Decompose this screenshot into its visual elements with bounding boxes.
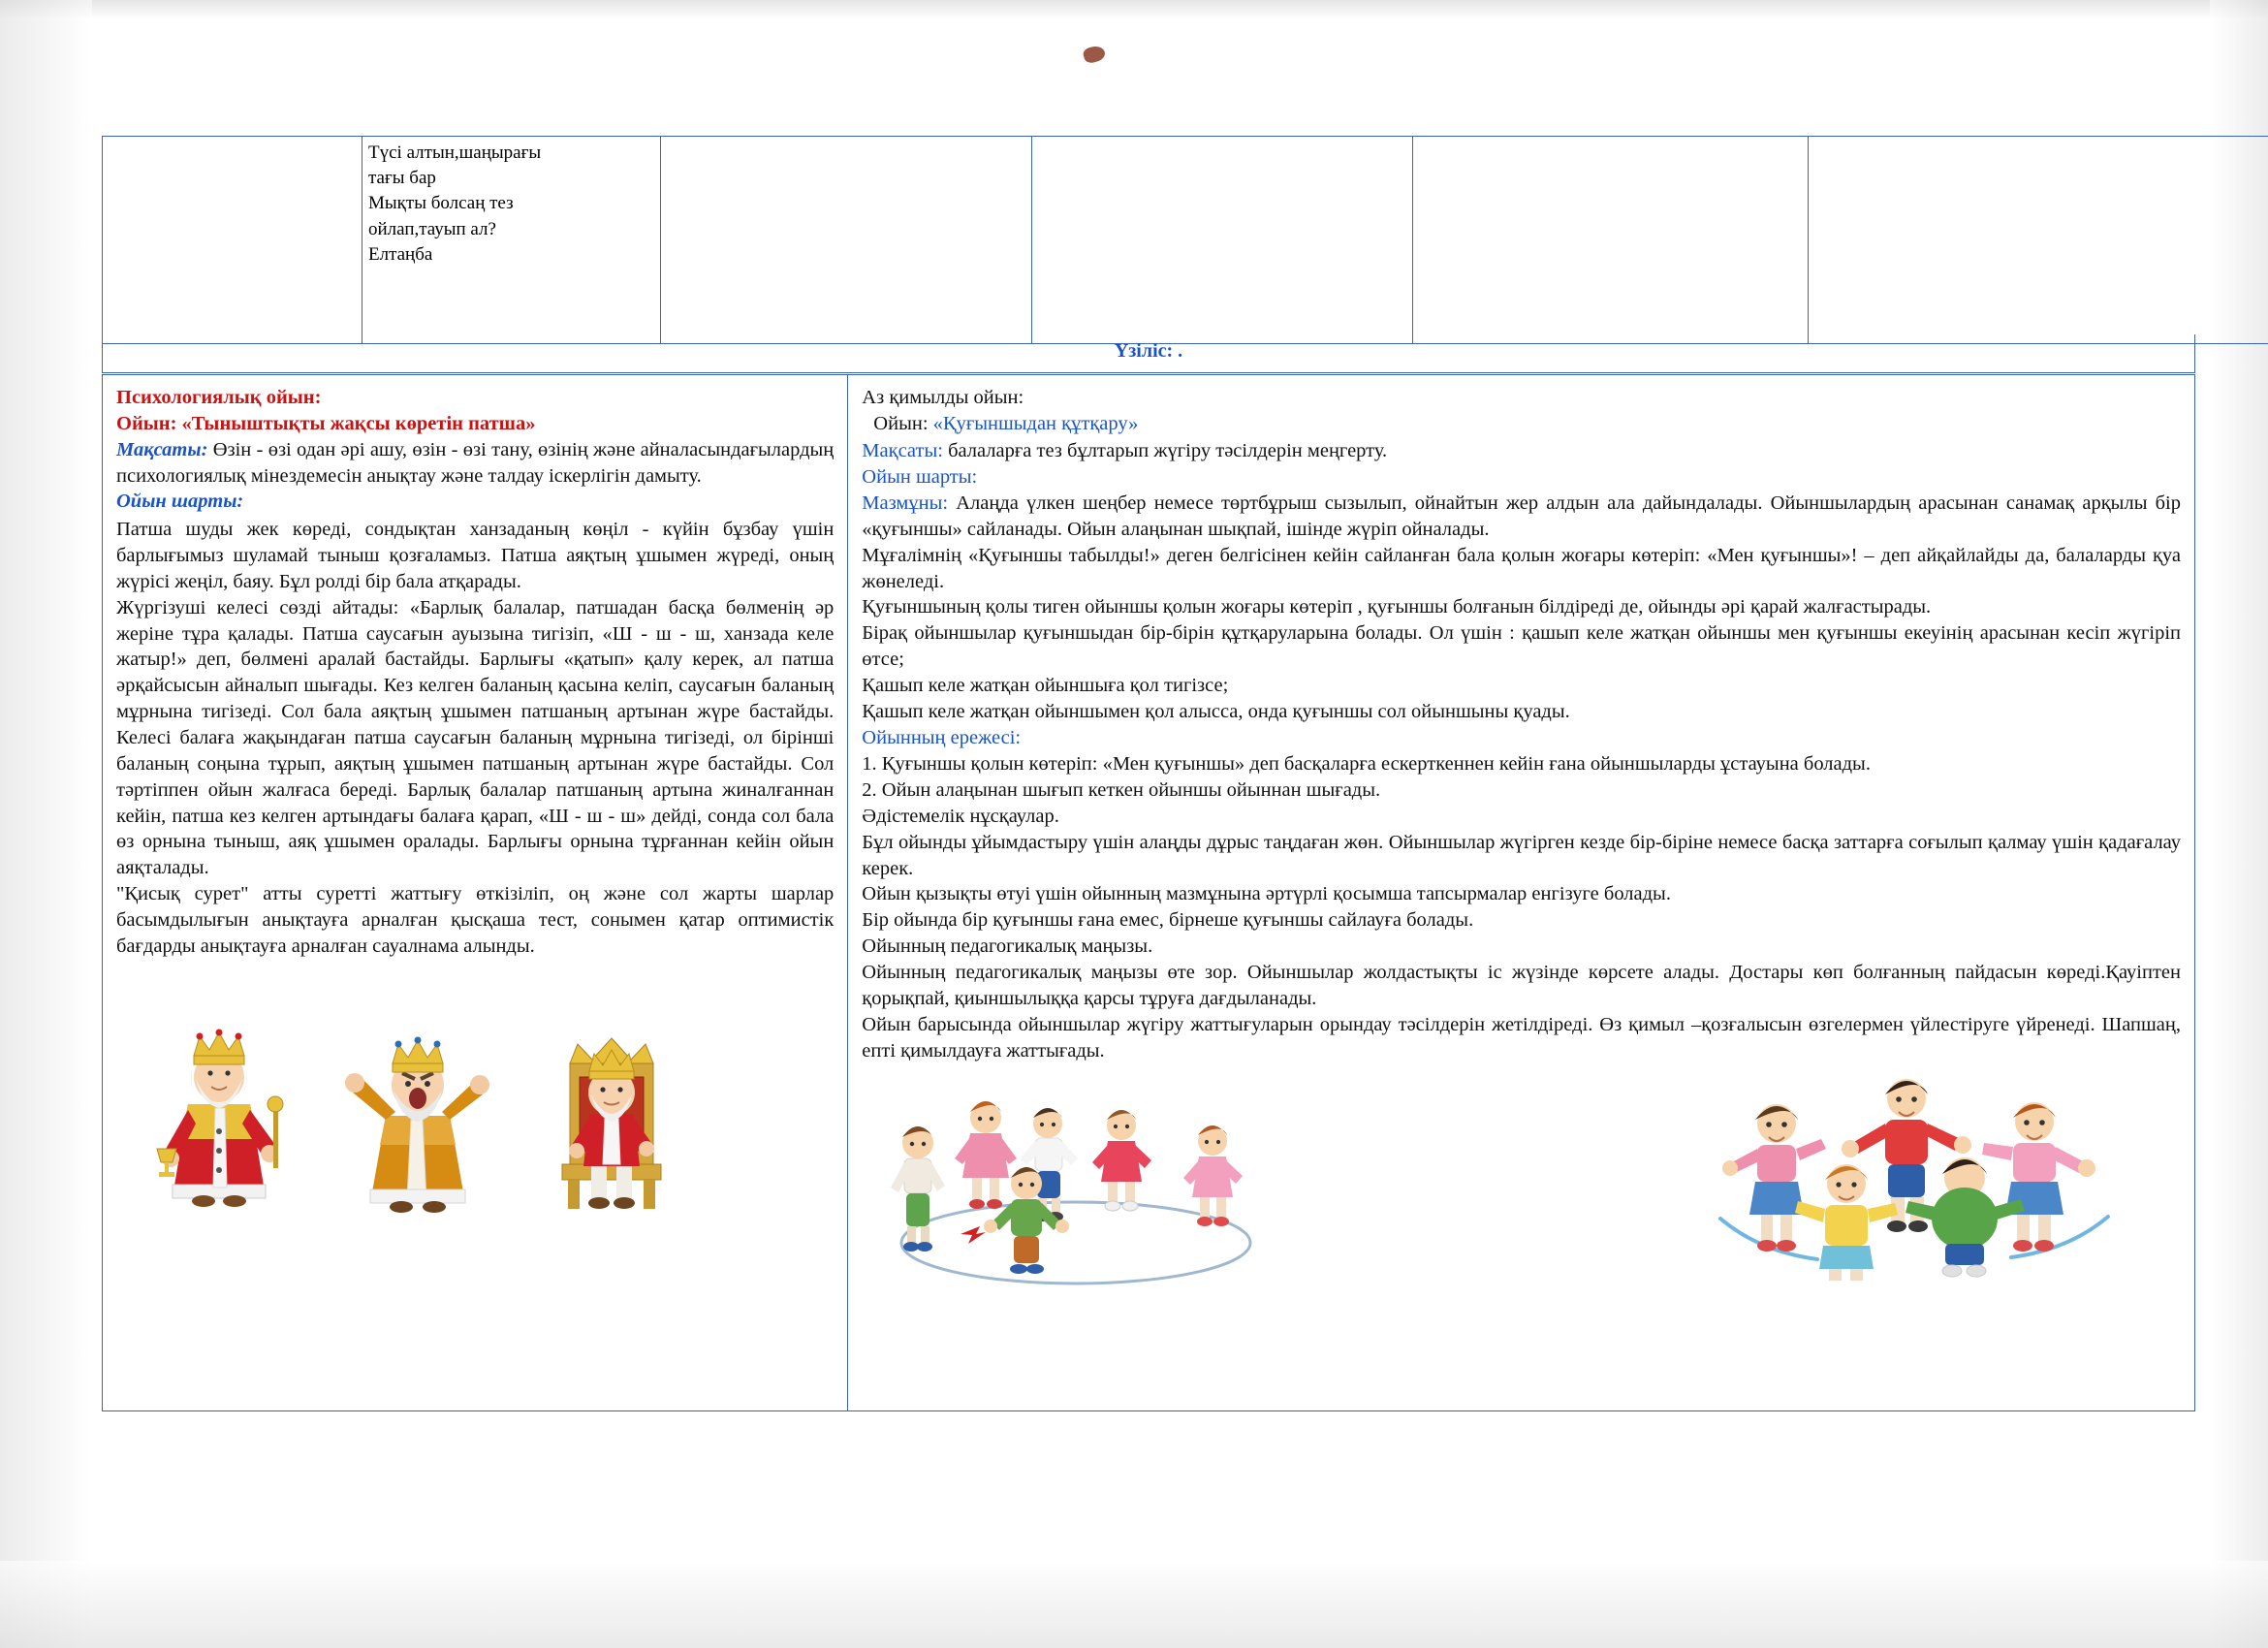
left-game-label: Ойын: [116,412,177,434]
right-aim-text: балаларға тез бұлтарып жүгіру тәсілдерін меңгерту. [942,439,1388,461]
main-content-table [102,374,2195,1411]
left-game-name: «Тыныштықты жақсы көретін патша» [181,412,536,434]
right-column [848,375,2194,1410]
scan-speck [1082,44,1107,64]
break-label: Үзіліс: . [1114,340,1183,362]
table-cell-empty-3 [1032,137,1413,344]
left-game-line [116,411,834,437]
top-table [102,136,2268,344]
right-aim-line [862,438,2181,464]
right-method-paragraph-1: Бұл ойынды ұйымдастыру үшін алаңды дұрыс таңдаған жөн. Ойыншылар жүгірген кезде бір-біріне немесе басқа заттарға соғылып қалмау үшін қадағалау керек. [862,831,2181,879]
table-cell-riddle [362,137,661,344]
king-with-crown-figure [132,1015,306,1209]
children-holding-hands-figure [1701,1054,2127,1286]
left-illustration-group [122,1015,665,1209]
children-playing-circle-figure [867,1054,1294,1296]
right-aim-label: Мақсаты: [862,439,943,461]
riddle-line-5: Елтаңба [368,243,433,265]
right-paragraph-4: Қашып келе жатқан ойыншыға қол тигізсе; [862,674,1229,696]
table-row [103,137,2268,344]
child-figure [1982,1102,2095,1252]
right-method-paragraph-5: Ойынның педагогикалық маңызы өте зор. Ойыншылар жолдастықты іс жүзінде көрсете алады. Достары көп болғанның пайдасын көреді.Қауіптен қорықпай, қиыншылыққа қарсы тұруға дағдыланады. [862,962,2181,1009]
left-column [103,375,848,1410]
king-on-throne-figure [520,1021,704,1215]
riddle-line-3: Мықты болсаң тез [368,193,514,214]
riddle-line-2: тағы бар [368,168,436,189]
right-paragraph-5: Қашып келе жатқан ойыншымен қол алысса, онда қуғыншы сол ойыншыны қуады. [862,700,1570,722]
left-aim-line [116,437,834,490]
child-figure [1092,1110,1151,1211]
right-rule-1: 1. Қуғыншы қолын көтеріп: «Мен қуғыншы» деп басқаларға ескерткеннен кейін ғана ойыншыларды ұстауына болады. [862,752,1871,775]
shouting-king-figure [326,1023,510,1217]
right-method-paragraph-2: Ойын қызықты өтуі үшін ойынның мазмұнына әртүрлі қосымша тапсырмалар енгізуге болады. [862,883,1671,905]
left-paragraph-1: Патша шуды жек көреді, сондықтан ханзаданың көңіл - күйін бұзбау үшін барлығымыз шуламай тыныш қозғаламыз. Патша аяқтың ұшымен жүреді, оның жүрісі жеңіл, баяу. Бұл ролді бір бала атқарады. [116,519,835,592]
left-paragraph-2: Жүргізуші келесі сөзді айтады: «Барлық балалар, патшадан басқа бөлменің әр жеріне тұра қалады. Патша саусағын ауызына тигізіп, «Ш - ш - ш, ханзада келе жатыр!» деп, бөлмені аралай бастайды. Барлығы «қатып» қалу керек, ал патша әрқайсысын айналып шығады. Кез келген баланың қасына келіп, саусағын баланың мұрнына тигізеді. Сол бала аяқтың ұшымен патшаның артынан жүре бастайды. Келесі балаға жақындаған патша саусағын баланың мұрнына тигізеді, ол бірінші баланың соңына тұрып, аяқтың ұшымен патшаның артынан жүре бастайды. Сол тәртіппен ойын жалғаса береді. Барлық балалар патшаның артына жиналғаннан кейін, патша кез келген артындағы балаға қарап, «Ш - ш - ш» дейді, сонда сол бала өз орнына тыныш, аяқ ұшымен оралады. Барлығы орнына тұрғаннан кейін ойын аяқталады. [116,596,835,879]
right-method-label: Әдістемелік нұсқаулар. [862,805,1059,827]
right-game-label: Ойын: [873,413,929,435]
left-heading: Психологиялық ойын: [116,387,322,408]
right-method-paragraph-3: Бір ойында бір қуғыншы ғана емес, бірнеше қуғыншы сайлауға болады. [862,909,1474,932]
left-aim-label: Мақсаты: [116,438,208,460]
right-content-line [862,491,2181,543]
right-method-paragraph-6: Ойын барысында ойыншылар жүгіру жаттығуларын орындау тәсілдерін жетілдіреді. Өз қимыл –қозғалысын өзгелермен үйлестіруге үйренеді. Шапшаң, епті қимылдауға жаттығады. [862,1013,2181,1062]
left-conditions-label: Ойын шарты: [116,491,244,513]
right-conditions-label: Ойын шарты: [862,465,978,488]
left-paragraph-3: "Қисық сурет" атты суретті жаттығу өткізіліп, оң және сол жарты шарлар басымдылығын анықтауға арналған қысқаша тест, сонымен қатар оптимистік бағдарды анықтауға арналған сауалнама алынды. [116,883,835,957]
left-aim-text: Өзін - өзі одан әрі ашу, өзін - өзі тану, өзінің және айналасындағылардың психологиялық мінездемесін анықтау және талдау іскерлігін дамыту. [116,438,835,487]
scan-edge-top [0,0,2268,19]
child-figure [955,1101,1017,1209]
child-figure [1795,1164,1898,1281]
right-heading: Аз қимылды ойын: [862,387,1024,408]
left-body [116,517,834,959]
right-paragraph-1: Мұғалімнің «Қуғыншы табылды!» деген белгісінен кейін сайланған бала қолын жоғары көтеріп: «Мен қуғыншы»! – деп айқайлайды да, балаларды қуа жөнеледі. [862,544,2181,592]
table-cell-empty-1 [103,137,362,344]
right-paragraph-3: Бірақ ойыншылар қуғыншыдан бір-бірін құтқаруларына болады. Ол үшін : қашып келе жатқан ойыншы мен қуғыншы екеуінің арасынан кесіп жүгіріп өтсе; [862,622,2181,671]
riddle-line-4: ойлап,тауып ал? [368,218,496,239]
right-paragraph-2: Қуғыншының қолы тиген ойыншы қолын жоғары көтеріп , қуғыншы болғанын білдіреді де, ойынды әрі қарай жалғастырады. [862,596,1932,618]
table-cell-empty-2 [661,137,1032,344]
right-method-paragraph-4: Ойынның педагогикалық маңызы. [862,935,1153,958]
right-content-label: Мазмұны: [862,492,949,514]
right-game-line [862,411,2181,437]
scan-edge-bottom [0,1561,2268,1648]
right-rule-2: 2. Ойын алаңынан шығып кеткен ойыншы ойыннан шығады. [862,778,1381,801]
table-cell-empty-5 [1809,137,2268,344]
right-content-text: Алаңда үлкен шеңбер немесе төртбұрыш сызылып, ойнайтын жер алдын ала дайындалады. Ойыншылардың арасынан санамақ арқылы бір «қуғыншы» сайланады. Ойын алаңынан шықпай, ішінде жүріп ойналады. [862,492,2181,540]
riddle-line-1: Түсі алтын,шаңырағы [368,143,542,163]
scan-edge-left [0,0,92,1648]
right-game-name: «Қуғыншыдан құтқару» [932,413,1139,435]
table-cell-empty-4 [1413,137,1809,344]
break-row [102,334,2195,373]
child-figure [891,1126,945,1252]
right-rules-label: Ойынның ережесі: [862,726,1022,748]
